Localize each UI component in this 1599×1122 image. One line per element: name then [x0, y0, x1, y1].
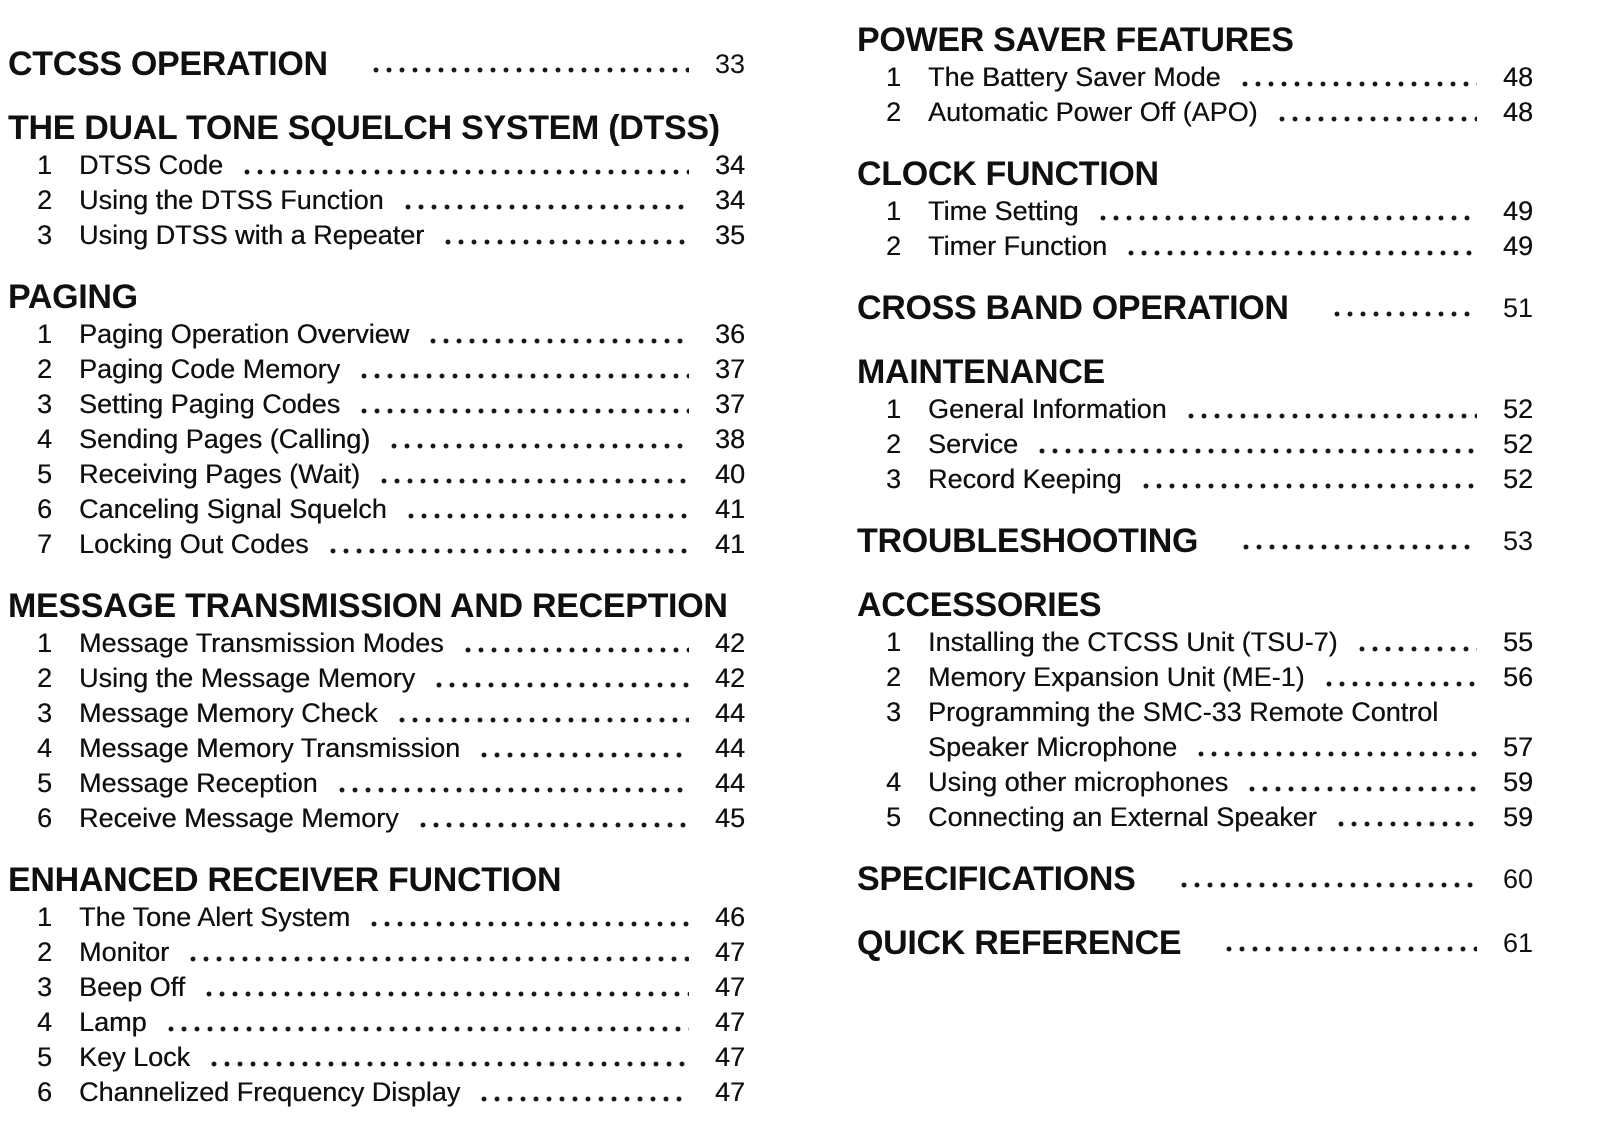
toc-entry-continuation: [857, 730, 1533, 765]
toc-entry: [8, 218, 745, 253]
entry-title: Time Setting: [928, 196, 1079, 226]
dot-leader: [165, 1005, 689, 1040]
section-heading: CLOCK FUNCTION: [857, 154, 1159, 193]
page-number: 51: [1502, 292, 1533, 323]
entry-number: 4: [37, 424, 53, 454]
toc-entry: [8, 766, 745, 801]
entry-title: Timer Function: [928, 231, 1108, 261]
dot-leader: [1140, 462, 1477, 497]
page-number: 37: [714, 389, 745, 419]
toc-entry: [8, 731, 745, 766]
page-number: 40: [714, 459, 745, 489]
entry-title: DTSS Code: [79, 150, 224, 180]
entry-title: Using DTSS with a Repeater: [79, 220, 425, 250]
entry-title: Receive Message Memory: [79, 803, 399, 833]
toc-entry: [857, 288, 1533, 328]
entry-title: Beep Off: [79, 972, 186, 1002]
page-number: 48: [1502, 97, 1533, 127]
page-number: 44: [714, 733, 745, 763]
entry-number: 5: [37, 459, 53, 489]
entry-number: 1: [37, 150, 53, 180]
dot-leader: [1246, 765, 1477, 800]
entry-title: Record Keeping: [928, 464, 1122, 494]
entry-number: 6: [37, 803, 53, 833]
dot-leader: [1323, 660, 1477, 695]
entry-title: Receiving Pages (Wait): [79, 459, 361, 489]
dot-leader: [1356, 625, 1477, 660]
dot-leader: [187, 935, 689, 970]
entry-title: Lamp: [79, 1007, 147, 1037]
section-heading: ACCESSORIES: [857, 585, 1102, 624]
toc-entry: [857, 800, 1533, 835]
toc-entry: [857, 229, 1533, 264]
entry-number: 3: [37, 389, 53, 419]
dot-leader: [358, 387, 689, 422]
entry-number: 1: [886, 627, 902, 657]
page-number: 59: [1502, 802, 1533, 832]
entry-title: Key Lock: [79, 1042, 191, 1072]
page-number: 34: [714, 185, 745, 215]
dot-leader: [478, 1075, 689, 1110]
dot-leader: [1125, 229, 1477, 264]
page-number: 49: [1502, 231, 1533, 261]
entry-title: Setting Paging Codes: [79, 389, 341, 419]
entry-number: 1: [886, 196, 902, 226]
entry-number: 2: [37, 354, 53, 384]
entry-number: 2: [37, 663, 53, 693]
dot-leader: [1178, 859, 1477, 899]
entry-title: Automatic Power Off (APO): [928, 97, 1258, 127]
dot-leader: [405, 492, 689, 527]
toc-entry: [8, 183, 745, 218]
entry-number: 3: [37, 698, 53, 728]
entry-number: 1: [37, 902, 53, 932]
dot-leader: [396, 696, 689, 731]
entry-number: 4: [37, 733, 53, 763]
toc-entry: [857, 392, 1533, 427]
entry-title: Using the DTSS Function: [79, 185, 384, 215]
section-heading: PAGING: [8, 277, 138, 316]
toc-entry: [857, 521, 1533, 561]
toc-entry: [8, 626, 745, 661]
entry-title: QUICK REFERENCE: [857, 923, 1182, 962]
entry-number: 6: [37, 1077, 53, 1107]
entry-number: 2: [886, 662, 902, 692]
dot-leader: [368, 900, 689, 935]
section-heading: ENHANCED RECEIVER FUNCTION: [8, 860, 562, 899]
entry-title: SPECIFICATIONS: [857, 859, 1136, 898]
entry-number: 4: [886, 767, 902, 797]
entry-number: 3: [37, 972, 53, 1002]
page-number: 60: [1502, 863, 1533, 894]
entry-number: 6: [37, 494, 53, 524]
dot-leader: [402, 183, 689, 218]
page-number: 44: [714, 768, 745, 798]
page-number: 44: [714, 698, 745, 728]
dot-leader: [433, 661, 689, 696]
dot-leader: [462, 626, 689, 661]
entry-title-line2: Speaker Microphone: [928, 732, 1178, 762]
entry-number: 2: [886, 429, 902, 459]
entry-number: 3: [886, 464, 902, 494]
dot-leader: [370, 44, 689, 84]
page-number: 61: [1502, 927, 1533, 958]
page-number: 52: [1502, 464, 1533, 494]
entry-title: The Battery Saver Mode: [928, 62, 1221, 92]
toc-entry: [857, 462, 1533, 497]
toc-entry: [8, 148, 745, 183]
toc-entry: [8, 422, 745, 457]
page-number: 38: [714, 424, 745, 454]
toc-entry: [857, 859, 1533, 899]
entry-number: 1: [886, 62, 902, 92]
toc-entry: [8, 352, 745, 387]
dot-leader: [378, 457, 689, 492]
entry-title: Monitor: [79, 937, 170, 967]
page-number: 35: [714, 220, 745, 250]
entry-number: 2: [886, 231, 902, 261]
entry-number: 5: [886, 802, 902, 832]
toc-entry: [857, 95, 1533, 130]
page-number: 49: [1502, 196, 1533, 226]
entry-number: 2: [37, 185, 53, 215]
page-number: 37: [714, 354, 745, 384]
entry-number: 4: [37, 1007, 53, 1037]
toc-entry: [8, 1075, 745, 1110]
entry-number: 1: [886, 394, 902, 424]
entry-title: CTCSS OPERATION: [8, 44, 328, 83]
entry-title: Service: [928, 429, 1019, 459]
page-number: 41: [714, 494, 745, 524]
page-number: 45: [714, 803, 745, 833]
dot-leader: [1195, 730, 1477, 765]
page-number: 34: [714, 150, 745, 180]
entry-number: 2: [37, 937, 53, 967]
toc-entry: [857, 660, 1533, 695]
entry-title: Using the Message Memory: [79, 663, 416, 693]
page-number: 57: [1502, 732, 1533, 762]
entry-title: Paging Operation Overview: [79, 319, 410, 349]
entry-number: 3: [886, 697, 902, 727]
page-number: 59: [1502, 767, 1533, 797]
page-number: 47: [714, 1042, 745, 1072]
entry-title: Locking Out Codes: [79, 529, 309, 559]
dot-leader: [1223, 923, 1477, 963]
entry-title: CROSS BAND OPERATION: [857, 288, 1289, 327]
dot-leader: [427, 317, 689, 352]
dot-leader: [336, 766, 689, 801]
toc-entry: [8, 387, 745, 422]
page-number: 47: [714, 937, 745, 967]
page-number: 55: [1502, 627, 1533, 657]
toc-column-left: [8, 20, 745, 1110]
entry-number: 7: [37, 529, 53, 559]
dot-leader: [1335, 800, 1477, 835]
entry-number: 2: [886, 97, 902, 127]
dot-leader: [208, 1040, 689, 1075]
toc-entry: [8, 970, 745, 1005]
page-number: 42: [714, 628, 745, 658]
page-number: 41: [714, 529, 745, 559]
dot-leader: [1276, 95, 1477, 130]
entry-title: Message Memory Transmission: [79, 733, 461, 763]
toc-entry: [8, 457, 745, 492]
toc-entry: [8, 1005, 745, 1040]
page-number: 33: [714, 48, 745, 79]
toc-entry: [857, 923, 1533, 963]
dot-leader: [241, 148, 689, 183]
toc-entry: [8, 935, 745, 970]
entry-title: Channelized Frequency Display: [79, 1077, 461, 1107]
dot-leader: [1240, 521, 1477, 561]
entry-title: Memory Expansion Unit (ME-1): [928, 662, 1305, 692]
toc-entry: [8, 801, 745, 836]
toc-entry: [8, 661, 745, 696]
section-heading: MAINTENANCE: [857, 352, 1105, 391]
dot-leader: [203, 970, 689, 1005]
toc-entry: [8, 900, 745, 935]
entry-title: Installing the CTCSS Unit (TSU-7): [928, 627, 1338, 657]
page-number: 46: [714, 902, 745, 932]
toc-entry: [857, 194, 1533, 229]
dot-leader: [1239, 60, 1477, 95]
entry-title: Connecting an External Speaker: [928, 802, 1317, 832]
page-number: 42: [714, 663, 745, 693]
page-number: 47: [714, 1077, 745, 1107]
entry-number: 5: [37, 768, 53, 798]
entry-title: Canceling Signal Squelch: [79, 494, 387, 524]
toc-entry: [8, 696, 745, 731]
entry-title: Message Transmission Modes: [79, 628, 444, 658]
entry-title: TROUBLESHOOTING: [857, 521, 1199, 560]
toc-entry: [8, 44, 745, 84]
dot-leader: [417, 801, 689, 836]
section-heading: POWER SAVER FEATURES: [857, 20, 1294, 59]
page-number: 53: [1502, 525, 1533, 556]
entry-number: 3: [37, 220, 53, 250]
toc-column-right: [857, 20, 1533, 963]
dot-leader: [1097, 194, 1477, 229]
toc-entry: [857, 765, 1533, 800]
dot-leader: [388, 422, 689, 457]
dot-leader: [1036, 427, 1477, 462]
dot-leader: [358, 352, 689, 387]
entry-number: 1: [37, 319, 53, 349]
page-number: 47: [714, 1007, 745, 1037]
dot-leader: [478, 731, 689, 766]
dot-leader: [327, 527, 689, 562]
entry-title: Message Reception: [79, 768, 318, 798]
page-number: 52: [1502, 394, 1533, 424]
page-number: 56: [1502, 662, 1533, 692]
entry-title: Paging Code Memory: [79, 354, 341, 384]
entry-title: The Tone Alert System: [79, 902, 351, 932]
entry-title: Message Memory Check: [79, 698, 378, 728]
toc-entry: [857, 625, 1533, 660]
dot-leader: [1185, 392, 1477, 427]
toc-entry: [8, 527, 745, 562]
toc-entry: [8, 317, 745, 352]
entry-number: 5: [37, 1042, 53, 1072]
entry-number: 1: [37, 628, 53, 658]
entry-title: Using other microphones: [928, 767, 1229, 797]
entry-title: General Information: [928, 394, 1167, 424]
toc-entry: [8, 1040, 745, 1075]
page-number: 47: [714, 972, 745, 1002]
section-heading: MESSAGE TRANSMISSION AND RECEPTION: [8, 586, 728, 625]
dot-leader: [1331, 288, 1477, 328]
section-heading: THE DUAL TONE SQUELCH SYSTEM (DTSS): [8, 108, 720, 147]
toc-entry: [857, 427, 1533, 462]
page-number: 36: [714, 319, 745, 349]
dot-leader: [442, 218, 689, 253]
page-number: 48: [1502, 62, 1533, 92]
entry-title: Programming the SMC-33 Remote Control: [928, 697, 1439, 727]
toc-entry: [8, 492, 745, 527]
entry-title: Sending Pages (Calling): [79, 424, 371, 454]
page-number: 52: [1502, 429, 1533, 459]
toc-entry: [857, 695, 1533, 730]
toc-entry: [857, 60, 1533, 95]
